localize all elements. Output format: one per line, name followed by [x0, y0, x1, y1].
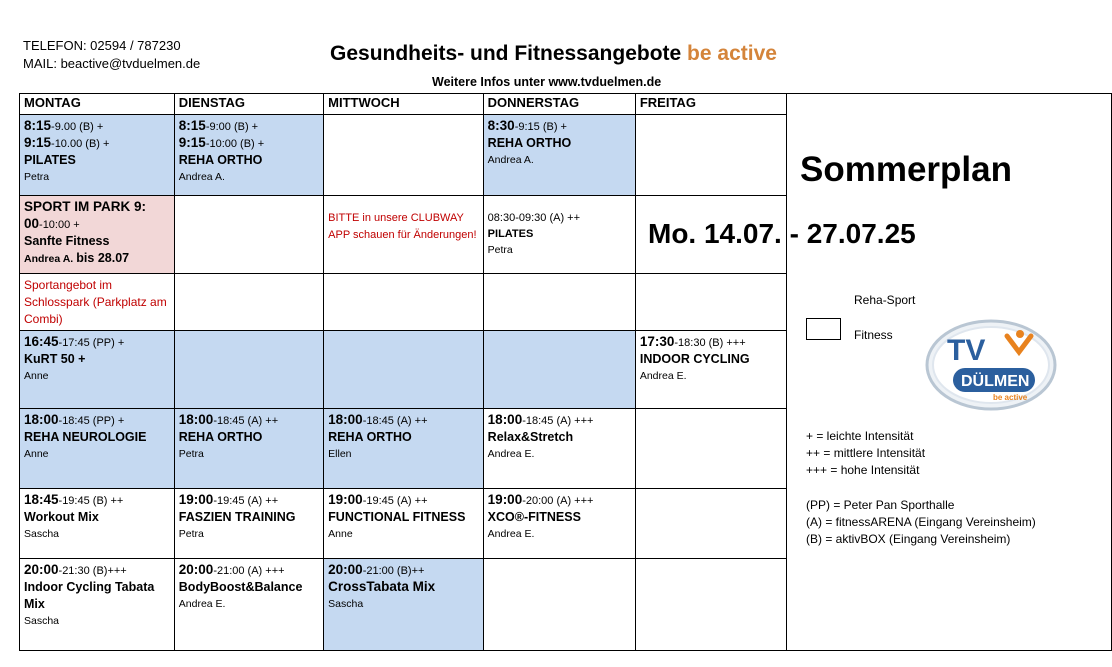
slot-fr-1 [635, 115, 786, 196]
title-accent: be active [687, 42, 777, 65]
hall-b: (B) = aktivBOX (Eingang Vereinsheim) [806, 532, 1011, 546]
slot-di-1: 8:15-9:00 (B) + 9:15-10:00 (B) + REHA ORTHO Andrea A. [174, 115, 323, 196]
slot-fr-3 [635, 274, 786, 331]
park-info: Sportangebot im Schlosspark (Parkplatz am Combi) [24, 278, 167, 326]
slot-di-7: 20:00-21:00 (A) +++ BodyBoost&Balance Andrea E. [174, 559, 323, 651]
contact-mail: MAIL: beactive@tvduelmen.de [23, 56, 201, 71]
slot-mi-4 [324, 331, 484, 409]
subtitle: Weitere Infos unter www.tvduelmen.de [432, 75, 662, 89]
slot-di-4 [174, 331, 323, 409]
slot-mo-5: 18:00-18:45 (PP) + REHA NEUROLOGIE Anne [20, 409, 175, 489]
day-header-tuesday: DIENSTAG [174, 94, 323, 115]
slot-fr-7 [635, 559, 786, 651]
slot-do-5: 18:00-18:45 (A) +++ Relax&Stretch Andrea E. [483, 409, 635, 489]
slot-fr-4: 17:30-18:30 (B) +++ INDOOR CYCLING Andrea E. [635, 331, 786, 409]
logo-name-text: DÜLMEN [961, 373, 1030, 390]
slot-mo-2: SPORT IM PARK 9: 00-10:00 + Sanfte Fitness Andrea A. bis 28.07 [20, 196, 175, 274]
slot-mi-6: 19:00-19:45 (A) ++ FUNCTIONAL FITNESS Anne [324, 489, 484, 559]
day-header-wednesday: MITTWOCH [324, 94, 484, 115]
slot-mi-7: 20:00-21:00 (B)++ CrossTabata Mix Sascha [324, 559, 484, 651]
intensity-legend [806, 428, 925, 479]
slot-mi-5: 18:00-18:45 (A) ++ REHA ORTHO Ellen [324, 409, 484, 489]
intensity-light: + = leichte Intensität [806, 429, 914, 443]
title-main: Gesundheits- und Fitnessangebote [330, 42, 682, 65]
day-header-thursday: DONNERSTAG [483, 94, 635, 115]
day-header-friday: FREITAG [635, 94, 786, 115]
logo-tag-text: be active [993, 393, 1028, 402]
tv-duelmen-logo [925, 318, 1057, 412]
slot-mo-1: 8:15-9.00 (B) + 9:15-10.00 (B) + PILATES Petra [20, 115, 175, 196]
hall-a: (A) = fitnessARENA (Eingang Vereinsheim) [806, 515, 1036, 529]
slot-do-6: 19:00-20:00 (A) +++ XCO®-FITNESS Andrea E. [483, 489, 635, 559]
slot-do-7 [483, 559, 635, 651]
contact-block [23, 37, 200, 73]
intensity-high: +++ = hohe Intensität [806, 463, 920, 477]
hall-legend [806, 497, 1036, 548]
sommerplan-heading: Sommerplan [800, 150, 1012, 189]
intensity-medium: ++ = mittlere Intensität [806, 446, 926, 460]
slot-do-2: 08:30-09:30 (A) ++ PILATES Petra [483, 196, 635, 274]
legend-fitness-swatch [806, 318, 841, 340]
slot-mi-2 [324, 196, 484, 274]
slot-mo-3 [20, 274, 175, 331]
slot-di-2 [174, 196, 323, 274]
slot-mi-3 [324, 274, 484, 331]
slot-mi-1 [324, 115, 484, 196]
slot-fr-5 [635, 409, 786, 489]
slot-di-5: 18:00-18:45 (A) ++ REHA ORTHO Petra [174, 409, 323, 489]
slot-fr-6 [635, 489, 786, 559]
date-range: Mo. 14.07. - 27.07.25 [648, 218, 916, 249]
slot-di-6: 19:00-19:45 (A) ++ FASZIEN TRAINING Petra [174, 489, 323, 559]
legend-fitness-label: Fitness [854, 328, 893, 342]
page-title [330, 42, 777, 66]
clubway-notice: BITTE in unsere CLUBWAY APP schauen für Änderungen! [328, 212, 477, 241]
slot-mo-6: 18:45-19:45 (B) ++ Workout Mix Sascha [20, 489, 175, 559]
contact-phone: TELEFON: 02594 / 787230 [23, 38, 181, 53]
slot-do-3 [483, 274, 635, 331]
slot-mo-7: 20:00-21:30 (B)+++ Indoor Cycling Tabata Mix Sascha [20, 559, 175, 651]
hall-pp: (PP) = Peter Pan Sporthalle [806, 498, 955, 512]
slot-do-4 [483, 331, 635, 409]
slot-di-3 [174, 274, 323, 331]
slot-do-1: 8:30-9:15 (B) + REHA ORTHO Andrea A. [483, 115, 635, 196]
logo-figure-head [1016, 330, 1024, 338]
slot-mo-4: 16:45-17:45 (PP) + KuRT 50 + Anne [20, 331, 175, 409]
day-header-monday: MONTAG [20, 94, 175, 115]
logo-tv-text: TV [947, 334, 986, 367]
legend-reha-label: Reha-Sport [854, 293, 916, 307]
